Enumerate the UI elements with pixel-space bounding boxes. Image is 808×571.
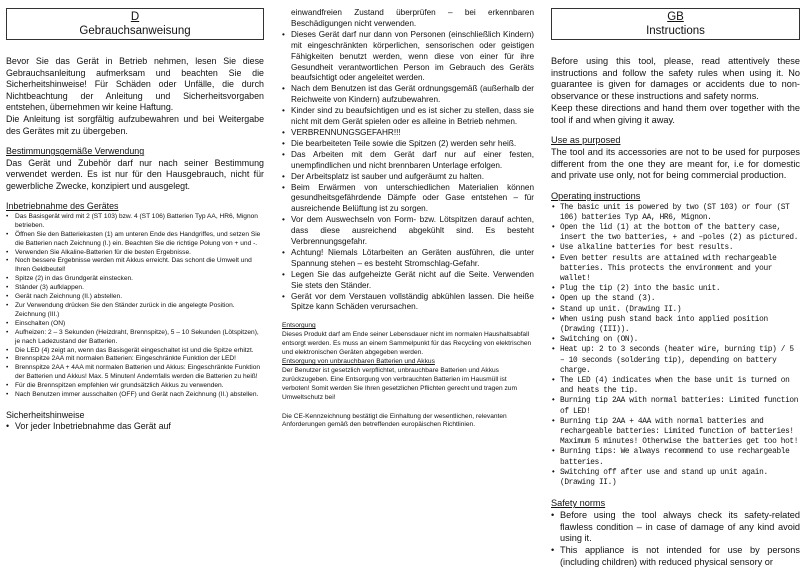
english-column [551, 8, 800, 568]
list-item: • Burning tips: We always recommend to use rechargeable batteries. [551, 447, 800, 467]
intended-use-text: Das Gerät und Zubehör darf nur nach seiner Bestimmung verwendet werden. Es ist nur für den Hausgebrauch, nicht für gewerbliche Zwecke, konzipiert und ausgelegt. [6, 157, 264, 191]
list-item: • Dieses Gerät darf nur dann von Personen (einschließlich Kindern) mit eingeschränkten körperlichen, sensorischen oder geistigen Fähigkeiten benutzt werden, wenn diese von einer für ihre Gesundheit verantwortlichen Person im Gebrauch des Geräts beaufsichtigt oder angeleitet werden. [282, 30, 534, 85]
list-item: • Einschalten (ON) [6, 320, 264, 329]
list-item: • Gerät vor dem Verstauen vollständig abkühlen lassen. Die heiße Spitze kann Schäden verursachen. [282, 292, 534, 314]
intro-text-en: Before using this tool, please, read attentively these instructions and follow the safety rules when using it. No guarantee is given for damages or accidents due to non-observance or these instructions and safety norms. [551, 56, 800, 102]
list-item: • Für die Brennspitzen empfehlen wir grundsätzlich Akkus zu verwenden. [6, 382, 264, 391]
list-item: • Das Basisgerät wird mit 2 (ST 103) bzw. 4 (ST 106) Batterien Typ AA, HR6, Mignon betrieben. [6, 213, 264, 231]
safety-norms-heading: Safety norms [551, 498, 606, 509]
intro-keep-text-en: Keep these directions and hand them over together with the tool if and when giving it away. [551, 102, 800, 125]
safety-list-de [282, 30, 534, 314]
list-item: • Open up the stand (3). [551, 294, 800, 304]
list-item: • VERBRENNUNGSGEFAHR!!! [282, 128, 534, 139]
safety-list-en [551, 510, 800, 568]
german-column-2 [282, 8, 534, 568]
list-item: • Brennspitze 2AA mit normalen Batterien: Eingeschränkte Funktion der LED! [6, 355, 264, 364]
setup-list [6, 213, 264, 400]
list-item: • Even better results are attained with rechargeable batteries. This protects the environment and your wallet! [551, 254, 800, 285]
list-item: • Kinder sind zu beaufsichtigen und es ist sicher zu stellen, dass sie nicht mit dem Gerät spielen oder es alleine in Betrieb nehmen. [282, 106, 534, 128]
language-code-gb: GB [667, 11, 684, 23]
list-item: • Noch bessere Ergebnisse werden mit Akkus erreicht. Das schont die Umwelt und Ihren Geldbeutel! [6, 257, 264, 275]
list-item: • The basic unit is powered by two (ST 103) or four (ST 106) batteries Typ AA, HR6, Mignon. [551, 203, 800, 223]
setup-heading: Inbetriebnahme des Gerätes [6, 201, 119, 212]
language-code-de: D [130, 11, 140, 23]
disposal-text: Dieses Produkt darf am Ende seiner Lebensdauer nicht im normalen Haushaltsabfall entsorgt werden. Es muss an einem Sammelpunkt für das Recycling von elektrischen und elektronischen Geräten abgegeben werden. [282, 331, 532, 357]
list-item: • Öffnen Sie den Batteriekasten (1) am unteren Ende des Handgriffes, und setzen Sie die Batterien nach Zeichnung (I.) ein. Beachten Sie die richtige Polung von + und -. [6, 231, 264, 249]
list-item: • Brennspitze 2AA + 4AA mit normalen Batterien und Akkus: Eingeschränkte Funktion der Batterien und Akkus! Max. 5 Minuten! Andernfalls werden die Batterien zu heiß! [6, 364, 264, 382]
list-item: • Vor dem Auswechseln von Form- bzw. Lötspitzen darauf achten, dass diese ausreichend abgekühlt sind. Es besteht Verbrennungsgefahr. [282, 215, 534, 248]
list-item: • Spitze (2) in das Grundgerät einstecken. [6, 275, 264, 284]
intended-use-heading: Bestimmungsgemäße Verwendung [6, 146, 145, 157]
list-item: • Achtung! Niemals Lötarbeiten an Geräten ausführen, die unter Spannung stehen – es besteht Stromschlag-Gefahr. [282, 248, 534, 270]
battery-disposal-heading: Entsorgung von unbrauchbaren Batterien und Akkus [282, 358, 435, 365]
list-item: • Burning tip 2AA + 4AA with normal batteries and rechargeable batteries: Limited function of batteries! Maximum 5 minutes! Otherwise the batteries get too hot! [551, 417, 800, 448]
intro-keep-text: Die Anleitung ist sorgfältig aufzubewahren und bei Weitergabe des Gerätes mit zu übergeben. [6, 113, 264, 136]
use-as-purposed-text: The tool and its accessories are not to be used for purposes different from the one they are meant for, i.e for domestic and private use only, not for being commercial production. [551, 146, 800, 181]
list-item: • Ständer (3) aufklappen. [6, 284, 264, 293]
list-item: • Legen Sie das aufgeheizte Gerät nicht auf die Seite. Verwenden Sie stets den Ständer. [282, 270, 534, 292]
list-item: • Use alkaline batteries for best results. [551, 243, 800, 253]
safety-continued-text: einwandfreien Zustand überprüfen – bei erkennbaren Beschädigungen nicht verwenden. [291, 8, 534, 28]
list-item: • Verwenden Sie Alkaline-Batterien für die besten Ergebnisse. [6, 249, 264, 258]
english-title-box [551, 8, 800, 40]
list-item: • Nach Benutzen immer ausschalten (OFF) und Gerät nach Zeichnung (II.) abstellen. [6, 391, 264, 400]
battery-disposal-text: Der Benutzer ist gesetzlich verpflichtet, unbrauchbare Batterien und Akkus zurückzugeben. Eine Entsorgung von verbrauchten Batterien im Hausmüll ist verboten! Somit werden Sie Ihren gesetzlichen Pflichten gerecht und tragen zum Umweltschutz bei! [282, 366, 517, 401]
list-item: • Before using the tool always check its safety-related flawless condition – in case of damage of any kind avoid using it. [551, 510, 800, 545]
german-title: Gebrauchsanweisung [79, 25, 191, 37]
list-item: • Switching on (ON). [551, 335, 800, 345]
use-as-purposed-heading: Use as purposed [551, 135, 621, 146]
disposal-heading: Entsorgung [282, 322, 316, 330]
list-item: • Switching off after use and stand up unit again. (Drawing II.) [551, 468, 800, 488]
list-item: • This appliance is not intended for use by persons (including children) with reduced physical sensory or [551, 545, 800, 568]
list-item: • Beim Erwärmen von unterschiedlichen Materialien können gesundheitsgefährdende Dämpfe oder Gase entstehen – für ausreichende Belüftung ist zu sorgen. [282, 183, 534, 216]
list-item: • Die bearbeiteten Teile sowie die Spitzen (2) werden sehr heiß. [282, 139, 534, 150]
german-column-1 [6, 8, 264, 568]
list-item: • Das Arbeiten mit dem Gerät darf nur auf einer festen, unempfindlichen und nicht brennbaren Unterlage erfolgen. [282, 150, 534, 172]
german-title-box [6, 8, 264, 40]
list-item: • Zur Verwendung drücken Sie den Ständer zurück in die angelegte Position. Zeichnung (III.) [6, 302, 264, 320]
safety-list-start [6, 421, 264, 433]
list-item: • Plug the tip (2) into the basic unit. [551, 284, 800, 294]
list-item: • Aufheizen: 2 – 3 Sekunden (Heizdraht, Brennspitze), 5 – 10 Sekunden (Lötspitzen), je nach Ladezustand der Batterien. [6, 329, 264, 347]
list-item: • Vor jeder Inbetriebnahme das Gerät auf [6, 421, 264, 433]
safety-heading-de: Sicherheitshinweise [6, 409, 85, 420]
list-item: • Gerät nach Zeichnung (II.) abstellen. [6, 293, 264, 302]
list-item: • Open the lid (1) at the bottom of the battery case, insert the two batteries, + and –poles (2) as pictured. [551, 223, 800, 243]
operating-list [551, 203, 800, 489]
list-item: • Heat up: 2 to 3 seconds (heater wire, burning tip) / 5 – 10 seconds (soldering tip), depending on battery charge. [551, 345, 800, 376]
operating-instructions-heading: Operating instructions [551, 190, 641, 201]
list-item: • Die LED (4) zeigt an, wenn das Basisgerät eingeschaltet ist und die Spitze erhitzt. [6, 347, 264, 356]
intro-text: Bevor Sie das Gerät in Betrieb nehmen, lesen Sie diese Gebrauchsanleitung aufmerksam und beachten Sie die Sicherheitshinweise! Für Schäden oder Unfälle, die durch Nichtbeachtung der Anleitung und Sicherheitsvorgaben entstehen, übernehmen wir keine Haftung. [6, 56, 264, 113]
list-item: • Stand up unit. (Drawing II.) [551, 305, 800, 315]
english-title: Instructions [646, 25, 705, 37]
list-item: • The LED (4) indicates when the base unit is turned on and heats the tip. [551, 376, 800, 396]
list-item: • Der Arbeitsplatz ist sauber und aufgeräumt zu halten. [282, 172, 534, 183]
list-item: • When using push stand back into applied position (Drawing (III)). [551, 315, 800, 335]
list-item: • Burning tip 2AA with normal batteries: Limited function of LED! [551, 396, 800, 416]
ce-marking-text: Die CE-Kennzeichnung bestätigt die Einhaltung der wesentlichen, relevanten Anforderungen gemäß den betreffenden europäischen Richtlinien. [282, 412, 507, 429]
list-item: • Nach dem Benutzen ist das Gerät ordnungsgemäß (außerhalb der Reichweite von Kindern) aufzubewahren. [282, 84, 534, 106]
